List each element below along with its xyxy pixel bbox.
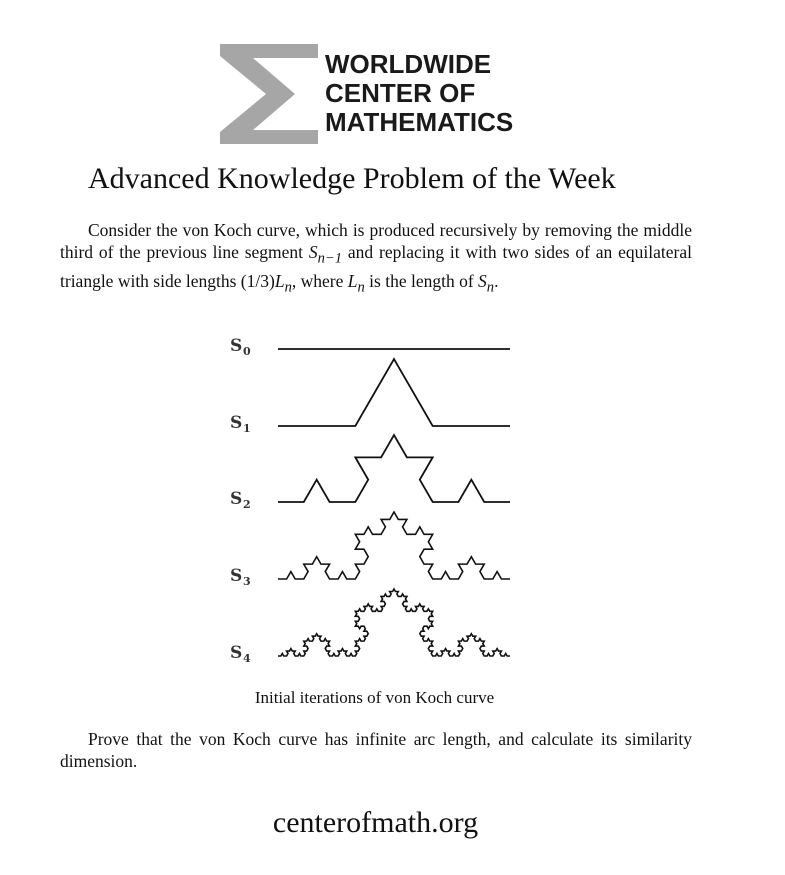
logo-line-2: CENTER OF <box>325 78 476 108</box>
intro-text-3: , where <box>291 270 348 291</box>
logo-line-1: WORLDWIDE <box>325 49 492 79</box>
label-s4: S <box>230 643 243 663</box>
math-s-n: $S_n$ <box>478 270 495 295</box>
logo <box>220 44 540 144</box>
label-s2-subscript: 2 <box>243 498 251 511</box>
koch-curves <box>225 328 525 668</box>
page-title: Advanced Knowledge Problem of the Week <box>88 162 616 195</box>
label-s0: S <box>230 336 243 356</box>
koch-curve-s2 <box>278 435 510 502</box>
intro-text-1: Consider the von Koch curve, which is produced recursively by removing the middle third of the previous line segment <box>60 220 692 262</box>
figure-caption: Initial iterations of von Koch curve <box>254 688 495 707</box>
sigma-icon <box>220 44 320 144</box>
koch-figure <box>225 328 525 668</box>
label-s3-subscript: 3 <box>243 575 251 588</box>
math-s-n-minus-1: $S_{n-1}$ <box>308 242 343 267</box>
label-s0-subscript: 0 <box>243 345 251 358</box>
label-s4-subscript: 4 <box>243 652 251 665</box>
label-s2: S <box>230 489 243 509</box>
math-l-n-2: $L_n$ <box>347 270 365 295</box>
question-paragraph: Prove that the von Koch curve has infinite arc length, and calculate its similarity dimension. <box>60 729 692 771</box>
label-s1: S <box>230 413 243 433</box>
label-s3: S <box>230 566 243 586</box>
label-s1-subscript: 1 <box>243 422 251 435</box>
logo-text <box>325 50 513 137</box>
intro-text-4: is the length of <box>364 270 479 291</box>
math-l-n: $L_n$ <box>274 270 292 295</box>
intro-text-5: . <box>494 270 499 291</box>
footer-url: centerofmath.org <box>272 806 479 839</box>
koch-curve-s1 <box>278 359 510 426</box>
intro-paragraph <box>60 219 692 298</box>
koch-curve-s3 <box>278 512 510 579</box>
logo-line-3: MATHEMATICS <box>325 107 514 137</box>
koch-curve-s4 <box>278 589 510 656</box>
intro-text-2: and replacing it with two sides of an equilateral triangle with side lengths (1/3) <box>60 242 692 291</box>
